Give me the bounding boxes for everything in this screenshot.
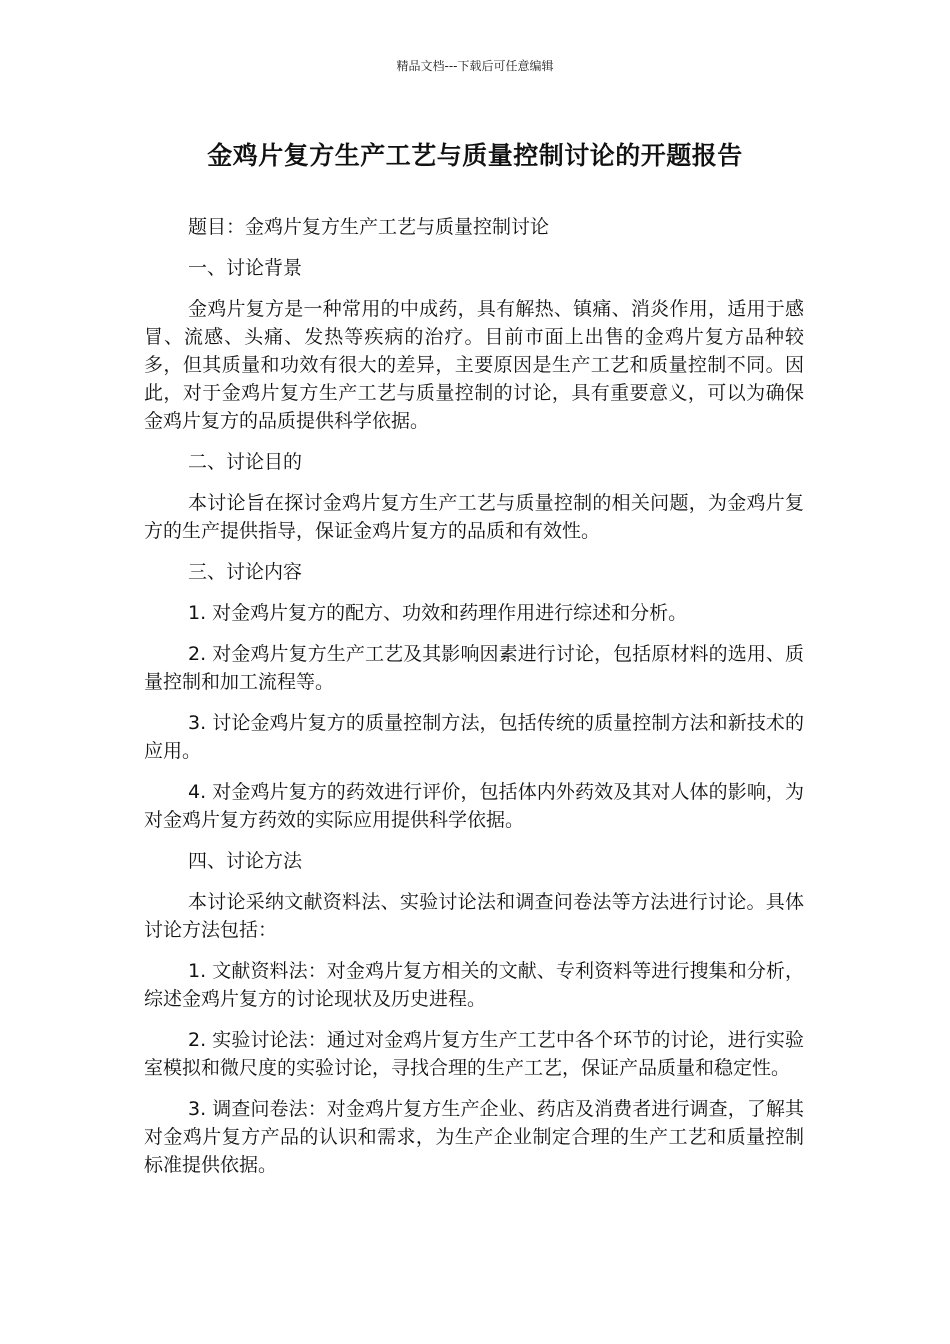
background-paragraph: 金鸡片复方是一种常用的中成药，具有解热、镇痛、消炎作用，适用于感冒、流感、头痛、发热等疾病的治疗。目前市面上出售的金鸡片复方品种较多，但其质量和功效有很大的差异，主要原因是生产工艺和质量控制不同。因此，对于金鸡片复方生产工艺与质量控制的讨论，具有重要意义，可以为确保金鸡片复方的品质提供科学依据。 (144, 298, 804, 432)
document-body (144, 213, 804, 1192)
section-heading-methods: 四、讨论方法 (188, 850, 303, 872)
content-item: 2. 对金鸡片复方生产工艺及其影响因素进行讨论，包括原材料的选用、质量控制和加工流程等。 (144, 643, 804, 693)
methods-paragraph: 本讨论采纳文献资料法、实验讨论法和调查问卷法等方法进行讨论。具体讨论方法包括： (144, 891, 804, 941)
section-heading-purpose: 二、讨论目的 (188, 451, 303, 473)
content-item: 4. 对金鸡片复方的药效进行评价，包括体内外药效及其对人体的影响，为对金鸡片复方药效的实际应用提供科学依据。 (144, 781, 804, 831)
method-item: 2. 实验讨论法：通过对金鸡片复方生产工艺中各个环节的讨论，进行实验室模拟和微尺度的实验讨论，寻找合理的生产工艺，保证产品质量和稳定性。 (144, 1029, 804, 1079)
method-item: 3. 调查问卷法：对金鸡片复方生产企业、药店及消费者进行调查，了解其对金鸡片复方产品的认识和需求，为生产企业制定合理的生产工艺和质量控制标准提供依据。 (144, 1098, 804, 1176)
section-heading-background: 一、讨论背景 (188, 257, 303, 279)
document-title: 金鸡片复方生产工艺与质量控制讨论的开题报告 (207, 141, 743, 170)
subject-line: 题目：金鸡片复方生产工艺与质量控制讨论 (188, 216, 550, 238)
page-header: 精品文档---下载后可任意编辑 (396, 59, 554, 73)
section-heading-content: 三、讨论内容 (188, 561, 303, 583)
method-item: 1. 文献资料法：对金鸡片复方相关的文献、专利资料等进行搜集和分析，综述金鸡片复方的讨论现状及历史进程。 (144, 960, 804, 1010)
content-item: 3. 讨论金鸡片复方的质量控制方法，包括传统的质量控制方法和新技术的应用。 (144, 712, 804, 762)
content-item: 1. 对金鸡片复方的配方、功效和药理作用进行综述和分析。 (188, 602, 688, 624)
purpose-paragraph: 本讨论旨在探讨金鸡片复方生产工艺与质量控制的相关问题，为金鸡片复方的生产提供指导，保证金鸡片复方的品质和有效性。 (144, 492, 804, 542)
